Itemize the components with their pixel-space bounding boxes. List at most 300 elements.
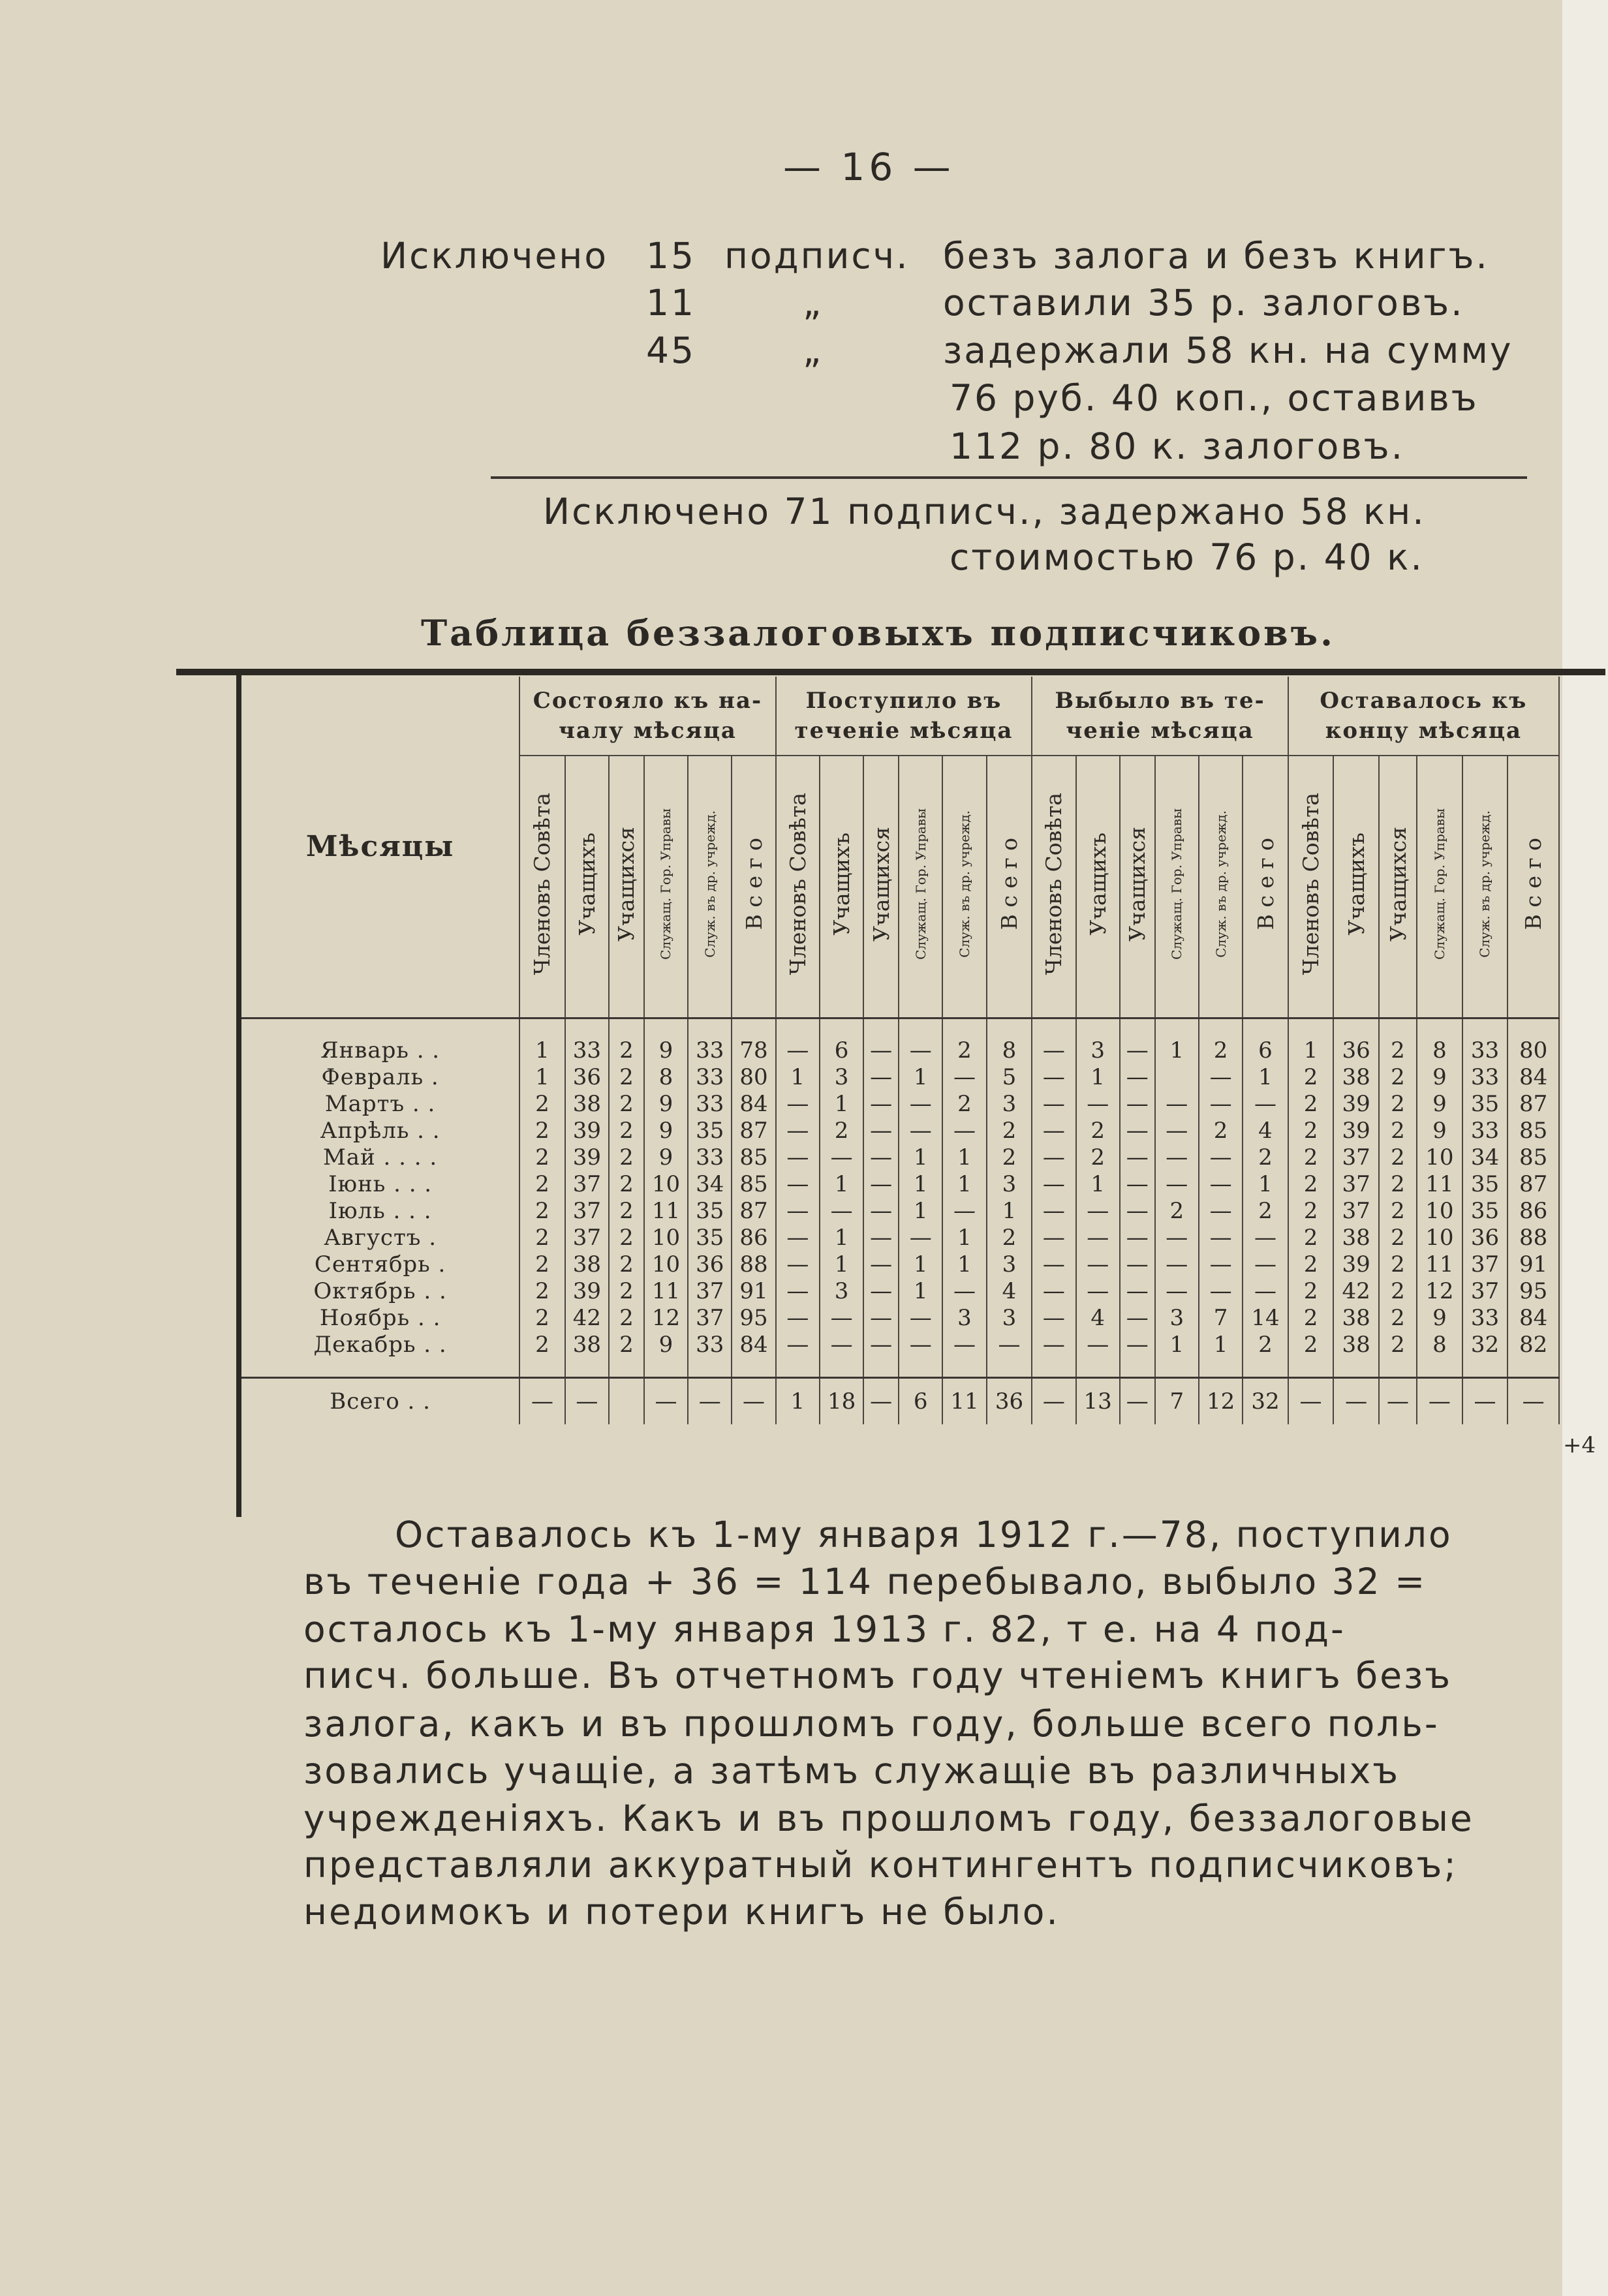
total-difference: +4 <box>1563 1432 1596 1458</box>
subheader-cell <box>644 756 688 1018</box>
table-row <box>241 1225 1559 1251</box>
subheader-label: Членовъ Совѣта <box>529 793 555 975</box>
table-cell: 1 <box>899 1251 942 1278</box>
total-cell: 18 <box>820 1378 863 1425</box>
table-cell: 3 <box>987 1251 1032 1278</box>
ditto-mark-3: „ <box>803 329 824 371</box>
table-cell: — <box>1120 1251 1155 1278</box>
table-cell: 2 <box>987 1118 1032 1144</box>
table-cell: — <box>863 1118 899 1144</box>
total-cell: — <box>519 1378 565 1425</box>
group-header-start: Состояло къ на- чалу мѣсяца <box>519 677 775 756</box>
table-cell: — <box>942 1064 986 1091</box>
table-cell: 85 <box>732 1171 775 1198</box>
table-cell: 33 <box>1462 1064 1508 1091</box>
table-cell: — <box>942 1332 986 1358</box>
total-cell: — <box>1417 1378 1462 1425</box>
subheader-cell <box>899 756 942 1018</box>
subheader-cell <box>1199 756 1243 1018</box>
table-cell: 2 <box>609 1118 644 1144</box>
table-cell: 39 <box>565 1278 609 1305</box>
table-cell: 2 <box>1288 1144 1334 1171</box>
exclusion-total-line-1: Исключено 71 подписч., задержано 58 кн. <box>543 491 1426 532</box>
subheader-label: Членовъ Совѣта <box>784 793 811 975</box>
table-cell: 2 <box>1155 1198 1199 1225</box>
table-cell: 3 <box>820 1064 863 1091</box>
table-cell: — <box>1155 1225 1199 1251</box>
month-name: Мартъ . . <box>241 1091 519 1118</box>
table-cell: 8 <box>1417 1037 1462 1064</box>
table-cell: 39 <box>1333 1118 1379 1144</box>
subheader-cell <box>1379 756 1417 1018</box>
table-cell: — <box>1199 1198 1243 1225</box>
table-cell: 82 <box>1508 1332 1559 1358</box>
table-cell: 87 <box>732 1118 775 1144</box>
paragraph-line: залога, какъ и въ прошломъ году, больше всего поль- <box>303 1703 1440 1745</box>
table-cell: 33 <box>688 1091 732 1118</box>
table-cell: — <box>1032 1198 1075 1225</box>
table-cell: 9 <box>1417 1305 1462 1332</box>
table-cell: — <box>1120 1198 1155 1225</box>
table-cell: 11 <box>644 1278 688 1305</box>
table-cell: — <box>863 1251 899 1278</box>
table-cell: 1 <box>987 1198 1032 1225</box>
table-cell: — <box>1076 1251 1120 1278</box>
table-cell: 2 <box>519 1118 565 1144</box>
table-cell: 39 <box>1333 1251 1379 1278</box>
table-cell: 91 <box>732 1278 775 1305</box>
subheader-label: Учащихся <box>613 827 640 941</box>
table-cell: 86 <box>732 1225 775 1251</box>
total-label: Всего . . <box>241 1378 519 1425</box>
table-cell: 88 <box>1508 1225 1559 1251</box>
table-cell: — <box>776 1118 820 1144</box>
table-row <box>241 1037 1559 1064</box>
table-cell: — <box>1120 1305 1155 1332</box>
subheader-cell <box>1243 756 1288 1018</box>
table-cell: 1 <box>1076 1064 1120 1091</box>
table-cell: 10 <box>644 1171 688 1198</box>
subheader-label: В с е г о <box>996 838 1022 930</box>
table-cell: — <box>820 1144 863 1171</box>
table-cell: — <box>820 1305 863 1332</box>
table-cell: — <box>776 1305 820 1332</box>
table-cell: 2 <box>1379 1198 1417 1225</box>
table-cell: 14 <box>1243 1305 1288 1332</box>
table-cell: — <box>863 1332 899 1358</box>
subheader-cell <box>732 756 775 1018</box>
table-cell: 35 <box>1462 1171 1508 1198</box>
total-cell: — <box>1120 1378 1155 1425</box>
table-cell: 1 <box>899 1064 942 1091</box>
total-cell: 13 <box>1076 1378 1120 1425</box>
table-cell: 1 <box>942 1144 986 1171</box>
table-cell: 42 <box>565 1305 609 1332</box>
table-cell: 3 <box>1155 1305 1199 1332</box>
table-cell: — <box>942 1118 986 1144</box>
month-name: Февраль . <box>241 1064 519 1091</box>
table-cell: 10 <box>1417 1144 1462 1171</box>
table-cell: 95 <box>732 1305 775 1332</box>
table-cell: 36 <box>1333 1037 1379 1064</box>
table-cell: 2 <box>609 1278 644 1305</box>
subheader-cell <box>820 756 863 1018</box>
table-cell: 2 <box>1288 1118 1334 1144</box>
total-cell: 7 <box>1155 1378 1199 1425</box>
subheader-label: Учащихся <box>1124 827 1151 941</box>
table-cell: 3 <box>820 1278 863 1305</box>
table-cell: 33 <box>565 1037 609 1064</box>
table-cell: 38 <box>565 1091 609 1118</box>
table-cell: 1 <box>1288 1037 1334 1064</box>
subheader-label: Учащихъ <box>574 833 600 936</box>
table-cell: — <box>863 1171 899 1198</box>
table-cell: 9 <box>1417 1118 1462 1144</box>
table-cell: 32 <box>1462 1332 1508 1358</box>
subheader-cell <box>1462 756 1508 1018</box>
table-cell: 39 <box>565 1118 609 1144</box>
subheader-cell <box>688 756 732 1018</box>
exclusion-unit: подписч. <box>724 235 910 277</box>
table-cell: — <box>1120 1037 1155 1064</box>
table-cell: 3 <box>987 1091 1032 1118</box>
table-cell: — <box>776 1225 820 1251</box>
table-cell: — <box>1199 1225 1243 1251</box>
table-cell: 2 <box>1288 1332 1334 1358</box>
table-row <box>241 1118 1559 1144</box>
table-cell: 37 <box>1462 1278 1508 1305</box>
table-cell: 1 <box>1243 1064 1288 1091</box>
table-cell: — <box>1155 1118 1199 1144</box>
table-cell: 2 <box>609 1171 644 1198</box>
table-cell: 39 <box>565 1144 609 1171</box>
exclusion-note-3-line-1: задержали 58 кн. на сумму <box>943 329 1513 371</box>
table-cell: 38 <box>1333 1305 1379 1332</box>
table-cell: — <box>1243 1251 1288 1278</box>
table-cell: — <box>1155 1144 1199 1171</box>
table-cell: 33 <box>1462 1037 1508 1064</box>
table-cell: — <box>1032 1278 1075 1305</box>
table-cell: — <box>1032 1225 1075 1251</box>
table-cell: 1 <box>820 1171 863 1198</box>
table-cell: 2 <box>1379 1305 1417 1332</box>
table-cell: 88 <box>732 1251 775 1278</box>
exclusion-note-1: безъ залога и безъ книгъ. <box>943 235 1489 277</box>
table-cell: 11 <box>1417 1251 1462 1278</box>
table-cell: 7 <box>1199 1305 1243 1332</box>
table-cell: — <box>1120 1091 1155 1118</box>
table-cell: — <box>1155 1091 1199 1118</box>
table-cell: — <box>776 1171 820 1198</box>
table-cell: 38 <box>565 1332 609 1358</box>
subheader-cell <box>863 756 899 1018</box>
table-cell: 2 <box>609 1332 644 1358</box>
paragraph-line: осталось къ 1-му января 1913 г. 82, т е. на 4 под- <box>303 1608 1346 1650</box>
total-cell: — <box>732 1378 775 1425</box>
total-cell: 1 <box>776 1378 820 1425</box>
table-cell: — <box>863 1198 899 1225</box>
table-cell: 95 <box>1508 1278 1559 1305</box>
table-cell: 2 <box>1379 1091 1417 1118</box>
table-cell: 10 <box>644 1225 688 1251</box>
table-cell: 1 <box>820 1091 863 1118</box>
total-cell: — <box>688 1378 732 1425</box>
month-name: Май . . . . <box>241 1144 519 1171</box>
total-cell: 6 <box>899 1378 942 1425</box>
table-cell: — <box>1155 1171 1199 1198</box>
table-cell: — <box>863 1225 899 1251</box>
group-header-end: Оставалось къ концу мѣсяца <box>1288 677 1559 756</box>
table-cell: 3 <box>987 1305 1032 1332</box>
table-cell: — <box>899 1332 942 1358</box>
table-cell: 9 <box>644 1144 688 1171</box>
paragraph-line: писч. больше. Въ отчетномъ году чтеніемъ книгъ безъ <box>303 1655 1453 1696</box>
table-cell: 2 <box>519 1198 565 1225</box>
table-cell: 10 <box>1417 1225 1462 1251</box>
table-cell: 11 <box>644 1198 688 1225</box>
table-cell: 12 <box>1417 1278 1462 1305</box>
table-cell: 2 <box>1243 1332 1288 1358</box>
table-cell: — <box>1199 1144 1243 1171</box>
table-cell: 33 <box>688 1064 732 1091</box>
table-row <box>241 1064 1559 1091</box>
table-cell: 36 <box>1462 1225 1508 1251</box>
subheader-cell <box>942 756 986 1018</box>
table-cell: 1 <box>899 1198 942 1225</box>
table-cell: 2 <box>1379 1171 1417 1198</box>
table-cell: 8 <box>1417 1332 1462 1358</box>
table-cell: 85 <box>1508 1118 1559 1144</box>
table-cell: — <box>1032 1037 1075 1064</box>
table-cell: — <box>1076 1332 1120 1358</box>
table-cell: 2 <box>609 1251 644 1278</box>
table-cell: — <box>863 1037 899 1064</box>
table-left-rule <box>236 675 241 1517</box>
table-cell: 85 <box>1508 1144 1559 1171</box>
table-cell: 2 <box>609 1091 644 1118</box>
table-cell: 1 <box>1155 1332 1199 1358</box>
table-cell: — <box>863 1091 899 1118</box>
subheader-label: Служ. въ др. учрежд. <box>1477 810 1493 958</box>
table-cell: 35 <box>1462 1091 1508 1118</box>
subheader-label: Служащ. Гор. Управы <box>1169 808 1185 960</box>
table-cell: 2 <box>1288 1198 1334 1225</box>
month-name: Сентябрь . <box>241 1251 519 1278</box>
table-cell: 36 <box>688 1251 732 1278</box>
month-name: Апрѣль . . <box>241 1118 519 1144</box>
total-cell <box>609 1378 644 1425</box>
table-cell: 2 <box>519 1225 565 1251</box>
table-cell: — <box>1199 1251 1243 1278</box>
table-cell: 84 <box>1508 1305 1559 1332</box>
table-row <box>241 1171 1559 1198</box>
exclusion-total-line-2: стоимостью 76 р. 40 к. <box>950 536 1424 578</box>
table-cell: 2 <box>1379 1064 1417 1091</box>
table-cell: — <box>899 1037 942 1064</box>
table-cell: 33 <box>688 1332 732 1358</box>
table-cell: 86 <box>1508 1198 1559 1225</box>
total-cell: — <box>863 1378 899 1425</box>
subheader-label: Служащ. Гор. Управы <box>658 808 674 960</box>
table-cell: 80 <box>1508 1037 1559 1064</box>
table-cell: 3 <box>1076 1037 1120 1064</box>
table-cell: 2 <box>820 1118 863 1144</box>
table-cell: 33 <box>688 1144 732 1171</box>
subheader-label: Учащихъ <box>1085 833 1111 936</box>
table-cell: 2 <box>942 1091 986 1118</box>
month-name: Ноябрь . . <box>241 1305 519 1332</box>
table-cell: 2 <box>1379 1225 1417 1251</box>
table-cell: — <box>1199 1171 1243 1198</box>
exclusion-count-1: 15 <box>646 235 696 277</box>
table-cell: 84 <box>732 1332 775 1358</box>
table-body <box>241 1018 1559 1425</box>
table-cell: 2 <box>609 1225 644 1251</box>
table-cell: 2 <box>1379 1144 1417 1171</box>
table-cell: 87 <box>732 1198 775 1225</box>
table-cell: 84 <box>732 1091 775 1118</box>
table-cell: 1 <box>942 1171 986 1198</box>
subheader-label: Служ. въ др. учрежд. <box>1213 810 1229 958</box>
table-cell: 2 <box>519 1332 565 1358</box>
table-cell: 1 <box>899 1171 942 1198</box>
table-cell: — <box>776 1091 820 1118</box>
table-cell: — <box>776 1198 820 1225</box>
table-cell: 84 <box>1508 1064 1559 1091</box>
table-cell: 6 <box>1243 1037 1288 1064</box>
table-cell: 1 <box>1243 1171 1288 1198</box>
table-row <box>241 1091 1559 1118</box>
paragraph-line: недоимокъ и потери книгъ не было. <box>303 1891 1060 1933</box>
table-cell: — <box>1032 1064 1075 1091</box>
total-cell: 11 <box>942 1378 986 1425</box>
table-cell: 91 <box>1508 1251 1559 1278</box>
total-cell: 36 <box>987 1378 1032 1425</box>
table-cell: 37 <box>565 1225 609 1251</box>
table-cell: 34 <box>688 1171 732 1198</box>
table-cell: — <box>1120 1171 1155 1198</box>
exclusion-note-3-line-2: 76 руб. 40 коп., оставивъ <box>950 377 1479 419</box>
subheader-label: Учащихъ <box>1343 833 1369 936</box>
table-cell: 2 <box>1288 1171 1334 1198</box>
exclusion-note-3-line-3: 112 р. 80 к. залоговъ. <box>950 425 1405 467</box>
table-cell: 1 <box>519 1064 565 1091</box>
table-cell <box>1155 1064 1199 1091</box>
total-cell: — <box>1333 1378 1379 1425</box>
table-cell: 37 <box>1333 1144 1379 1171</box>
table-cell: — <box>1120 1064 1155 1091</box>
table-cell: — <box>1155 1278 1199 1305</box>
subheader-cell <box>987 756 1032 1018</box>
table-cell: 8 <box>644 1064 688 1091</box>
subheader-cell <box>565 756 609 1018</box>
table-cell: 5 <box>987 1064 1032 1091</box>
table-row <box>241 1144 1559 1171</box>
table-cell: — <box>776 1037 820 1064</box>
table-cell: 2 <box>519 1278 565 1305</box>
table-cell: 8 <box>987 1037 1032 1064</box>
exclusion-label: Исключено <box>380 235 608 277</box>
table-cell: 2 <box>942 1037 986 1064</box>
exclusion-count-3: 45 <box>646 329 696 371</box>
subheader-label: Учащихся <box>868 827 894 941</box>
table-cell: 4 <box>1243 1118 1288 1144</box>
table-cell: — <box>1032 1305 1075 1332</box>
table-cell: — <box>1032 1091 1075 1118</box>
subheader-label: Служащ. Гор. Управы <box>912 808 929 960</box>
subheader-label: В с е г о <box>741 838 767 930</box>
subheader-label: Служащ. Гор. Управы <box>1431 808 1447 960</box>
month-column-header: Мѣсяцы <box>241 677 519 1018</box>
table-cell: 1 <box>1155 1037 1199 1064</box>
subheader-cell <box>1508 756 1559 1018</box>
table-cell: 2 <box>1379 1118 1417 1144</box>
table-cell: 87 <box>1508 1171 1559 1198</box>
table-cell: — <box>863 1144 899 1171</box>
table-cell: — <box>987 1332 1032 1358</box>
subheader-label: Членовъ Совѣта <box>1298 793 1324 975</box>
subheader-label: В с е г о <box>1252 838 1278 930</box>
table-cell: 1 <box>942 1251 986 1278</box>
table-cell: 2 <box>987 1225 1032 1251</box>
table-cell: 38 <box>565 1251 609 1278</box>
month-name: Октябрь . . <box>241 1278 519 1305</box>
subheader-label: Служ. въ др. учрежд. <box>957 810 972 958</box>
table-cell: — <box>1032 1144 1075 1171</box>
table-cell: — <box>1243 1091 1288 1118</box>
table-cell: — <box>1076 1225 1120 1251</box>
table-cell: 2 <box>1076 1118 1120 1144</box>
total-cell: — <box>565 1378 609 1425</box>
table-cell: 2 <box>987 1144 1032 1171</box>
table-cell: 35 <box>688 1118 732 1144</box>
table-cell: — <box>1120 1225 1155 1251</box>
table-cell: 3 <box>987 1171 1032 1198</box>
table-cell: — <box>820 1332 863 1358</box>
table-cell: — <box>1076 1278 1120 1305</box>
table-cell: — <box>1120 1144 1155 1171</box>
subscribers-table <box>241 677 1560 1424</box>
table-cell: — <box>1243 1278 1288 1305</box>
table-cell: 2 <box>519 1171 565 1198</box>
table-cell: 2 <box>1379 1332 1417 1358</box>
table-cell: — <box>776 1251 820 1278</box>
table-cell: 37 <box>688 1278 732 1305</box>
table-cell: 33 <box>688 1037 732 1064</box>
subheader-cell <box>1032 756 1075 1018</box>
subheader-cell <box>1417 756 1462 1018</box>
table-cell: — <box>1032 1171 1075 1198</box>
table-cell: — <box>1076 1091 1120 1118</box>
table-cell: 38 <box>1333 1064 1379 1091</box>
table-cell: — <box>1032 1118 1075 1144</box>
table-cell: 2 <box>609 1064 644 1091</box>
table-cell: 2 <box>1288 1305 1334 1332</box>
table-cell: 2 <box>1199 1037 1243 1064</box>
total-cell: — <box>644 1378 688 1425</box>
table-cell: 9 <box>1417 1064 1462 1091</box>
table-cell: — <box>899 1091 942 1118</box>
table-cell: 35 <box>688 1225 732 1251</box>
table-cell: — <box>899 1225 942 1251</box>
summary-rule <box>491 476 1527 479</box>
table-cell: 37 <box>565 1198 609 1225</box>
table-cell: 3 <box>942 1305 986 1332</box>
subheader-cell <box>609 756 644 1018</box>
table-cell: 1 <box>519 1037 565 1064</box>
table-cell: — <box>942 1198 986 1225</box>
table-cell: 2 <box>1076 1144 1120 1171</box>
